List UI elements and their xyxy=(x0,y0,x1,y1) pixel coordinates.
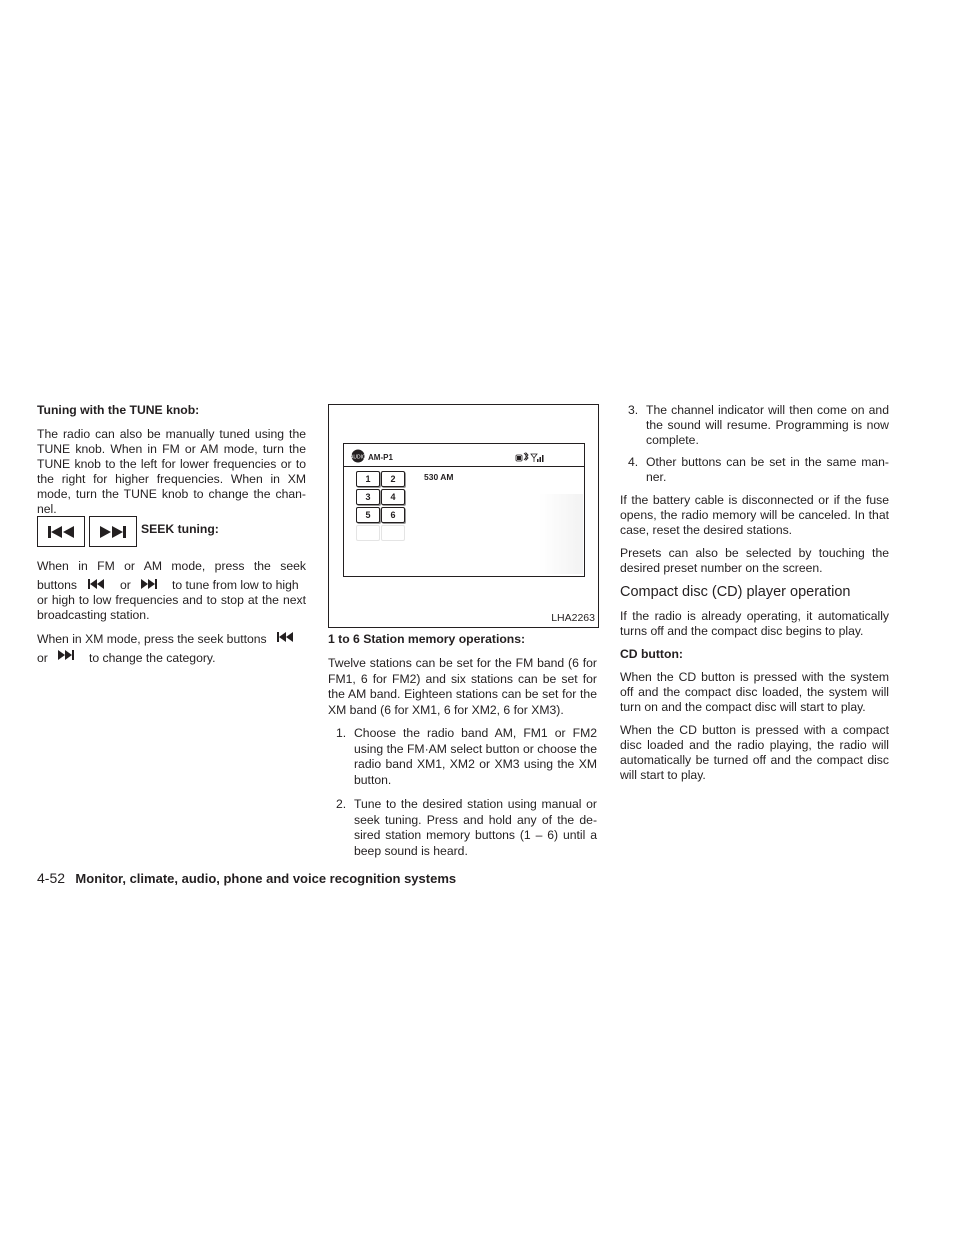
preset-button-6: 6 xyxy=(381,507,405,523)
step-number: 3. xyxy=(628,403,639,417)
figure-code: LHA2263 xyxy=(551,612,595,624)
preset-button-3: 3 xyxy=(356,489,380,505)
cd-button-heading: CD button: xyxy=(620,647,683,661)
left-column xyxy=(37,403,306,517)
seek-p2-or: or xyxy=(37,651,48,665)
svg-text:AUDIO: AUDIO xyxy=(350,454,366,461)
seek-p1-line1: When in FM or AM mode, press the seek xyxy=(37,559,306,573)
list-item xyxy=(620,455,889,485)
page-footer xyxy=(37,871,456,887)
footer-section-title: Monitor, climate, audio, phone and voice recognition systems xyxy=(75,871,457,886)
seek-back-icon xyxy=(277,632,294,642)
seek-p2-line2 xyxy=(37,651,306,666)
seek-back-button xyxy=(37,516,85,547)
preset-placeholder xyxy=(356,525,380,541)
seek-p1-line2 xyxy=(37,578,306,593)
radio-source-icon xyxy=(351,449,365,463)
memory-steps-continued xyxy=(620,403,889,485)
screen-shadow xyxy=(539,494,583,574)
step-number: 2. xyxy=(336,796,347,811)
preset-button-4: 4 xyxy=(381,489,405,505)
seek-p1-rest: or high to low frequencies and to stop at the next broadcasting station. xyxy=(37,593,306,622)
list-item xyxy=(328,797,597,860)
preset-placeholder xyxy=(381,525,405,541)
seek-p1-tail: to tune from low to high xyxy=(172,578,299,592)
band-label: AM-P1 xyxy=(368,453,393,462)
presets-note: Presets can also be selected by touching the desired preset number on the screen. xyxy=(620,546,889,575)
page-number: 4-52 xyxy=(37,870,66,886)
seek-forward-icon xyxy=(58,650,75,660)
middle-column xyxy=(328,632,597,860)
seek-p2-text: When in XM mode, press the seek buttons xyxy=(37,632,267,646)
status-divider xyxy=(344,466,584,467)
seek-p1-buttons-word: buttons xyxy=(37,578,77,592)
seek-forward-icon xyxy=(141,579,158,589)
cd-intro: If the radio is already operating, it automatically turns off and the compact disc begins to play. xyxy=(620,609,889,638)
right-column xyxy=(620,403,889,783)
frequency-display: 530 AM xyxy=(424,472,454,482)
memory-heading: 1 to 6 Station memory operations: xyxy=(328,632,526,646)
seek-forward-icon xyxy=(98,525,128,539)
step-text: The channel indicator will then come on and the sound will resume. Programming is now complete. xyxy=(646,403,889,447)
step-number: 1. xyxy=(336,726,347,740)
preset-button-2: 2 xyxy=(381,471,405,487)
bluetooth-signal-icon xyxy=(516,452,546,464)
seek-paragraph xyxy=(37,559,306,666)
list-item xyxy=(620,403,889,448)
step-text: Tune to the desired station using manual or seek tuning. Press and hold any of the de-sired station memory buttons (1 – 6) until a beep sound is heard. xyxy=(354,796,597,858)
tune-heading: Tuning with the TUNE knob: xyxy=(37,403,200,417)
preset-button-5: 5 xyxy=(356,507,380,523)
memory-body: Twelve stations can be set for the FM band (6 for FM1, 6 for FM2) and six stations can be set for the AM band. Eighteen stations can be set for the XM band (6 for XM1, 6 for XM2, 6 for XM3). xyxy=(328,656,597,717)
seek-p1-or: or xyxy=(120,578,131,592)
cd-paragraph-2: When the CD button is pressed with a compact disc loaded and the radio playing, the radio will automatically be turned off and the compact disc will start to play. xyxy=(620,723,889,782)
seek-back-icon xyxy=(88,579,105,589)
cd-paragraph-1: When the CD button is pressed with the system off and the compact disc loaded, the system will turn on and the compact disc will start to play. xyxy=(620,670,889,714)
radio-figure xyxy=(328,404,599,628)
tune-body: The radio can also be manually tuned using the TUNE knob. When in FM or AM mode, turn the TUNE knob to the left for lower frequencies or to the right for higher frequencies. When in XM mode, turn the TUNE knob to change the chan-nel. xyxy=(37,427,306,516)
seek-back-icon xyxy=(46,525,76,539)
step-text: Other buttons can be set in the same man-ner. xyxy=(646,455,889,484)
seek-p2-line1 xyxy=(37,632,306,647)
seek-p2-tail: to change the category. xyxy=(89,651,216,665)
seek-heading: SEEK tuning: xyxy=(141,522,219,536)
cd-section-title: Compact disc (CD) player operation xyxy=(620,584,851,600)
seek-forward-button xyxy=(89,516,137,547)
radio-screen xyxy=(343,443,585,577)
memory-steps xyxy=(328,726,597,860)
step-text: Choose the radio band AM, FM1 or FM2 using the FM·AM select button or choose the radio band XM1, XM2 or XM3 using the XM button. xyxy=(354,726,597,788)
step-number: 4. xyxy=(628,455,639,469)
preset-button-1: 1 xyxy=(356,471,380,487)
list-item xyxy=(328,726,597,789)
battery-note: If the battery cable is disconnected or if the fuse opens, the radio memory will be canceled. In that case, reset the desired stations. xyxy=(620,493,889,537)
